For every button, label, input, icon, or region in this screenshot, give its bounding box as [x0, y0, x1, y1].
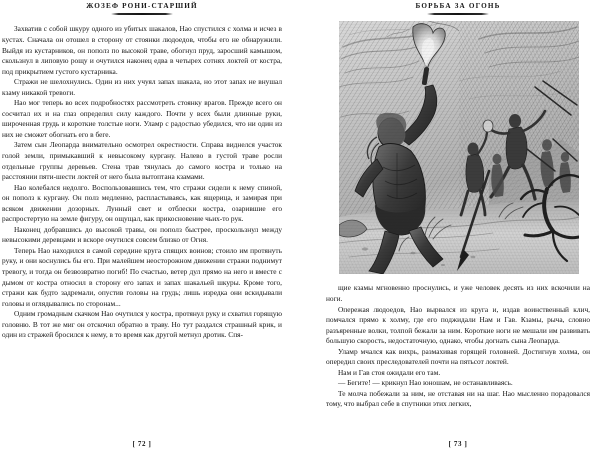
paragraph: Уламр мчался как вихрь, размахивая горящей головней. Достигнув холма, он опередил своих преследователей почти на пятьсот локтей.: [326, 346, 590, 367]
paragraph: Стражи не шелохнулись. Один из них учуял запах шакала, но этот запах не внушал кзаму никакой тревоги.: [2, 77, 282, 97]
paragraph: Нао мог теперь во всех подробностях рассмотреть стоянку врагов. Прежде всего он сосчитал их и на глаз определил силу каждого. Почти у всех были длинные руки, широченная грудь и короткие толстые ноги. Уламр с радостью убедился, что ни один из них не сможет обогнать его в беге.: [2, 98, 282, 139]
left-page-text-block: [2, 24, 282, 340]
paragraph: Опережая людоедов, Нао вырвался из круга и, издав воинственный клич, помчался прямо к холму, где его поджидали Нам и Гав. Кзамы, рыча, словно разъяренные волки, толпой бежали за ним. Короткие ноги не мешали им развивать большую скорость, недостаточную, однако, чтобы догнать сына Леопарда.: [326, 304, 590, 346]
running-head-rule-right: [427, 13, 489, 16]
running-head-author: ЖОЗЕФ РОНИ-СТАРШИЙ: [86, 2, 198, 10]
paragraph: Затем сын Леопарда внимательно осмотрел окрестности. Справа виднелся участок голой земли, примыкавший к невысокому кургану. Налево в густой траве росли отдельные группы деревьев. Стена трав тянулась до самого костра и только на расстоянии пяти-шести локтей от него была вытоптана кзамами.: [2, 140, 282, 182]
paragraph: Те молча побежали за ним, не отставая ни на шаг. Нао мысленно порадовался тому, что выбрал себе в спутники этих легких,: [326, 388, 590, 409]
paragraph: Наконец добравшись до высокой травы, он пополз быстрее, проскользнул между невысокими деревцами и вскоре очутился совсем близко от Огня.: [2, 224, 282, 245]
paragraph: Одним громадным скачком Нао очутился у костра, протянул руку и схватил горящую головню. В тот же миг он отскочил обратно в траву. Но тут раздался страшный крик, и один из стражей бросился к нему, в то время как другой метнул дротик. Спя-: [2, 309, 282, 340]
right-page: [300, 0, 600, 457]
right-page-text-block: [326, 283, 590, 410]
running-head-title: БОРЬБА ЗА ОГОНЬ: [415, 2, 501, 10]
paragraph: Нао колебался недолго. Воспользовавшись тем, что стражи сидели к нему спиной, он пополз к кургану. Он полз медленно, распластываясь, как ящерица, и замирая при всяком движении дозорных. Лунный свет и отблески костра, озарившие его распростертую на земле фигуру, он ощущал, как прикосновение чьих-то рук.: [2, 182, 282, 224]
page-number-right: [ 73 ]: [448, 440, 468, 448]
paragraph: щие кзамы мгновенно проснулись, и уже человек десять из них вскочили на ноги.: [326, 283, 590, 303]
running-head-rule-left: [111, 13, 173, 16]
illustration-artwork: [339, 21, 579, 274]
paragraph-dialogue: — Бегите! — крикнул Нао юношам, не останавливаясь.: [338, 378, 513, 388]
paragraph: Захватив с собой шкуру одного из убитых шакалов, Нао спустился с холма и исчез в кустах. Сначала он отошел в сторону от стоянки людоедов, чтобы его не обнаружили. Выйдя из кустарников, он пополз по высокой траве, обогнул пруд, заросший камышом, скользнул в липовую рощу и очутился наконец едва в четырех сотнях локтей от костра, под прикрытием густого кустарника.: [2, 24, 282, 76]
paragraph: Теперь Нао находился в самой середине круга спящих воинов; стоило им протянуть руку, и они коснулись бы его. При малейшем неосторожном движении стражи поднимут тревогу, и тогда он безвозвратно погиб! По счастью, ветер дул прямо на него и вместе с дымом от костра относил в сторону его запах и запах шакальей шкуры. Кроме того, стражи как будто задремали, опустив головы на грудь; лишь изредка они вскидывали головы и оглядывались по сторонам...: [2, 245, 282, 308]
page-number-left: [ 72 ]: [132, 440, 152, 448]
chapter-illustration: [339, 21, 579, 274]
paragraph: Нам и Гав стоя ожидали его там.: [338, 367, 441, 377]
